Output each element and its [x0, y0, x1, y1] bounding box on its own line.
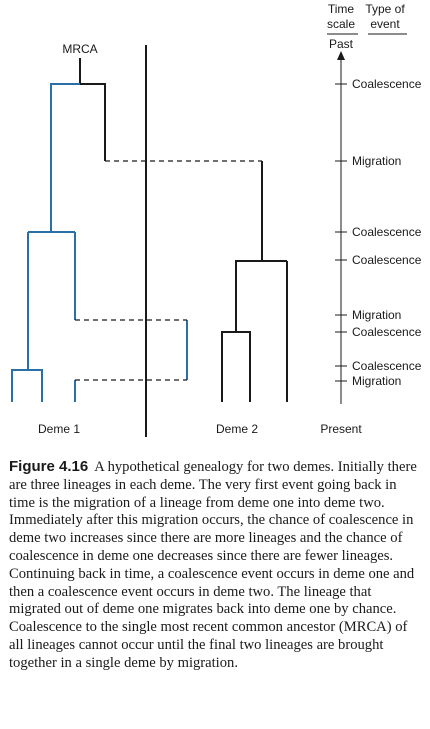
- deme2-terminal-pair: [222, 332, 250, 402]
- past-label: Past: [328, 37, 354, 51]
- event-label-migration: Migration: [352, 308, 402, 322]
- migration-links: [75, 161, 262, 380]
- event-type-header-line2: event: [370, 17, 400, 31]
- event-label-migration: Migration: [352, 374, 402, 388]
- event-type-header-line1: Type of: [365, 2, 405, 16]
- deme2-coalescence-branch: [236, 161, 262, 261]
- deme1-label: Deme 1: [37, 422, 81, 436]
- event-label-coalescence: Coalescence: [352, 77, 422, 91]
- figure-caption-text: A hypothetical genealogy for two demes. Initially there are three lineages in each deme. The very first event going back in time is the migration of a lineage from deme one into deme two. Immediately after this migration occurs, the chance of coalescence in deme two increases since there are more lineages and the chance of coalescence in deme one decreases since there are fewer lineages. Continuing back in time, a coalescence event occurs in deme one and then a coalescence event occurs in deme two. The lineage that migrated out of deme one migrates back into deme one by chance. Coalescence to the single most recent common ancestor (MRCA) of all lineages cannot occur until the final two lineages are brought together in a single deme by migration.: [9, 459, 417, 671]
- root-right-branch: [80, 84, 105, 161]
- deme2-label: Deme 2: [215, 422, 259, 436]
- mrca-label: MRCA: [62, 42, 98, 56]
- deme1-terminal-pair: [12, 370, 42, 402]
- event-ticks: [335, 77, 422, 388]
- deme2-lineages: [80, 58, 287, 402]
- event-label-coalescence: Coalescence: [352, 325, 422, 339]
- figure-caption: [9, 458, 423, 673]
- time-axis-arrowhead: [337, 51, 345, 60]
- event-label-coalescence: Coalescence: [352, 359, 422, 373]
- event-label-coalescence: Coalescence: [352, 253, 422, 267]
- deme1-lineages: [12, 84, 187, 402]
- figure-caption-title: Figure 4.16: [9, 458, 89, 475]
- time-scale-header-line1: Time: [327, 2, 355, 16]
- event-label-coalescence: Coalescence: [352, 225, 422, 239]
- root-left-branch: [51, 84, 80, 232]
- present-label: Present: [320, 422, 362, 436]
- event-label-migration: Migration: [352, 154, 402, 168]
- time-scale-header-line2: scale: [326, 17, 356, 31]
